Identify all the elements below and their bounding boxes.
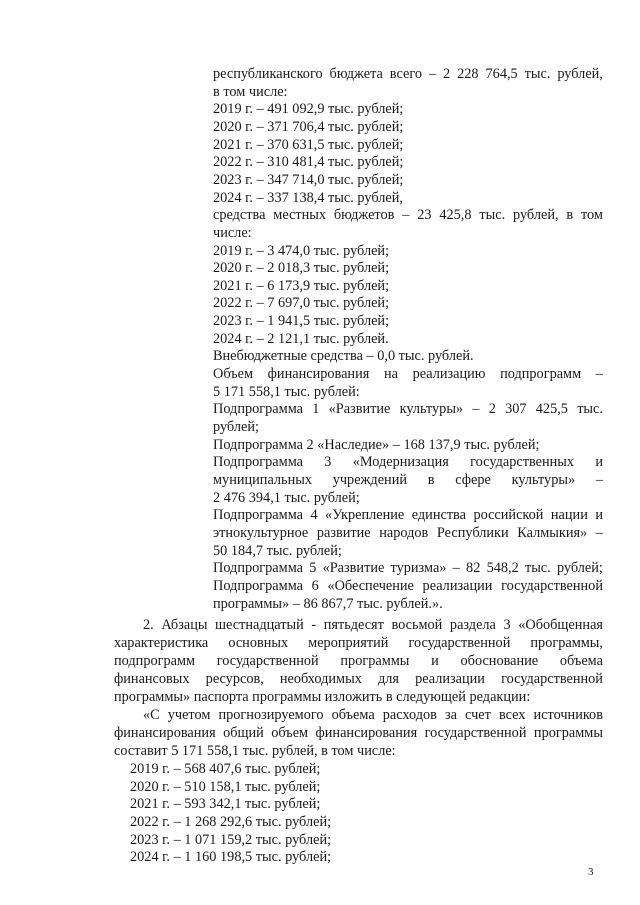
funding-line: Внебюджетные средства – 0,0 тыс. рублей. <box>213 348 474 365</box>
year-amount-line: 2022 г. – 1 268 292,6 тыс. рублей; <box>130 813 332 830</box>
funding-line: 2019 г. – 491 092,9 тыс. рублей; <box>213 101 404 118</box>
year-amount-line: 2024 г. – 1 160 198,5 тыс. рублей; <box>130 849 332 866</box>
funding-line: Подпрограмма 2 «Наследие» – 168 137,9 тыс. рублей; <box>213 436 540 453</box>
funding-line: этнокультурное развитие народов Республики Калмыкия» – <box>213 524 603 541</box>
amendment-line: подпрограмм государственной программы и обоснование объема <box>114 653 603 669</box>
funding-line: 2024 г. – 2 121,1 тыс. рублей. <box>213 330 389 347</box>
funding-line: 2020 г. – 2 018,3 тыс. рублей; <box>213 260 390 277</box>
funding-line: средства местных бюджетов – 23 425,8 тыс. рублей, в том <box>213 207 603 224</box>
amendment-line: 2. Абзацы шестнадцатый - пятьдесят восьмой раздела 3 «Обобщенная <box>143 617 603 633</box>
funding-line: 2022 г. – 7 697,0 тыс. рублей; <box>213 295 390 312</box>
funding-line: 2 476 394,1 тыс. рублей; <box>213 489 360 506</box>
funding-line: Подпрограмма 4 «Укрепление единства российской нации и <box>213 507 603 524</box>
funding-line: 2023 г. – 1 941,5 тыс. рублей; <box>213 313 390 330</box>
funding-line: Подпрограмма 1 «Развитие культуры» – 2 307 425,5 тыс. <box>213 401 603 418</box>
funding-line: 2020 г. – 371 706,4 тыс. рублей; <box>213 118 404 135</box>
amendment-line: характеристика основных мероприятий государственной программы, <box>114 635 603 651</box>
amendment-line: финансовых ресурсов, необходимых для реализации государственной <box>114 671 603 687</box>
funding-line: в том числе: <box>213 83 288 100</box>
funding-line: рублей; <box>213 419 259 435</box>
amendment-line: «С учетом прогнозируемого объема расходов за счет всех источников <box>143 707 603 723</box>
funding-line: Подпрограмма 5 «Развитие туризма» – 82 548,2 тыс. рублей; <box>213 560 603 577</box>
funding-line: 2023 г. – 347 714,0 тыс. рублей; <box>213 171 404 188</box>
amendment-line: программы» паспорта программы изложить в следующей редакции: <box>114 689 531 705</box>
funding-line: Подпрограмма 3 «Модернизация государственных и <box>213 454 603 471</box>
page-number: 3 <box>588 866 594 878</box>
funding-line: 5 171 558,1 тыс. рублей: <box>213 383 360 400</box>
year-amount-line: 2023 г. – 1 071 159,2 тыс. рублей; <box>130 831 332 848</box>
funding-line: 2022 г. – 310 481,4 тыс. рублей; <box>213 154 404 171</box>
year-amount-line: 2019 г. – 568 407,6 тыс. рублей; <box>130 761 321 777</box>
amendment-line: составит 5 171 558,1 тыс. рублей, в том числе: <box>114 743 396 759</box>
funding-line: республиканского бюджета всего – 2 228 764,5 тыс. рублей, <box>213 66 603 82</box>
funding-line: программы» – 86 867,7 тыс. рублей.». <box>213 595 443 612</box>
year-amount-line: 2021 г. – 593 342,1 тыс. рублей; <box>130 796 321 813</box>
funding-line: 2021 г. – 6 173,9 тыс. рублей; <box>213 277 390 294</box>
funding-line: 2019 г. – 3 474,0 тыс. рублей; <box>213 242 390 259</box>
funding-line: 2021 г. – 370 631,5 тыс. рублей; <box>213 136 404 153</box>
funding-line: числе: <box>213 224 252 241</box>
funding-line: 50 184,7 тыс. рублей; <box>213 542 342 559</box>
funding-line: Объем финансирования на реализацию подпрограмм – <box>213 366 603 383</box>
funding-line: 2024 г. – 337 138,4 тыс. рублей, <box>213 189 403 206</box>
amendment-line: финансирования общий объем финансирования государственной программы <box>114 725 603 741</box>
funding-line: Подпрограмма 6 «Обеспечение реализации государственной <box>213 577 603 594</box>
year-amount-line: 2020 г. – 510 158,1 тыс. рублей; <box>130 778 321 795</box>
funding-line: муниципальных учреждений в сфере культуры» – <box>213 471 603 488</box>
